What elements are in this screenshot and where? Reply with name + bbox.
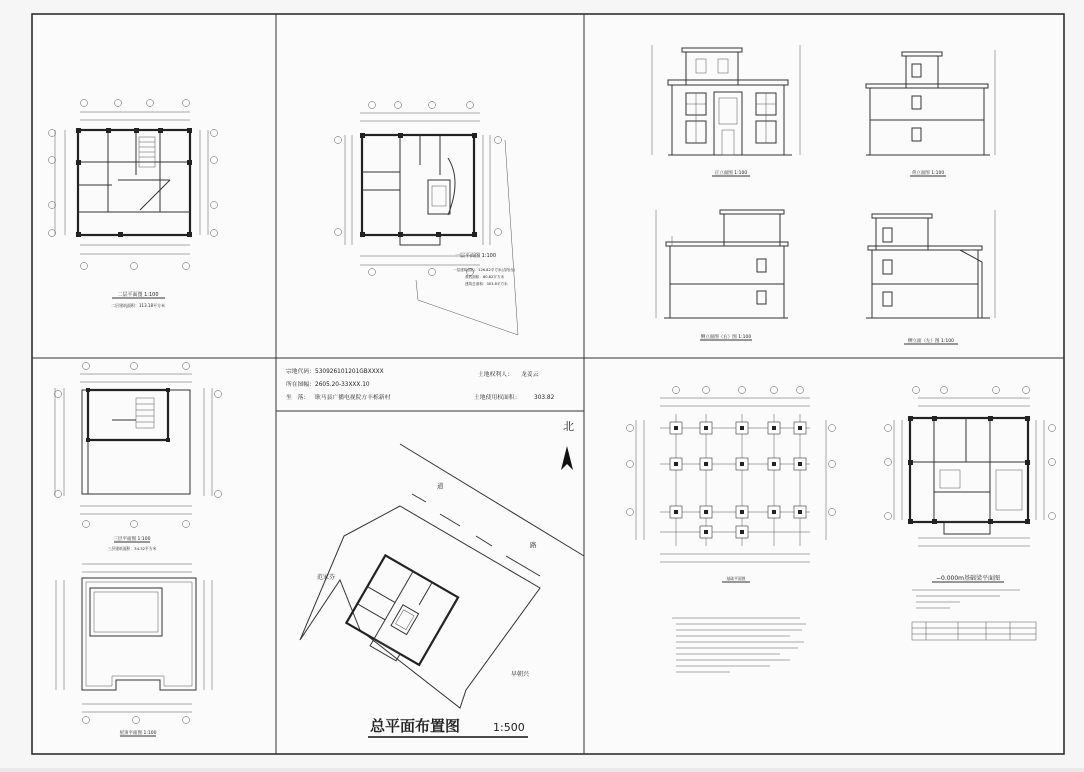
- floor1-title: 一层平面图 1:100: [455, 253, 496, 259]
- owner-label: 土地权利人：: [478, 372, 513, 378]
- map-sheet-value: 2605.20-33XXX.10: [315, 382, 370, 388]
- floor1-note2: 基底面积：80.82平方米: [465, 275, 505, 279]
- floor1-note3: 建筑总面积：303.8平方米: [465, 282, 508, 286]
- elev-front-title: 正立面图 1:100: [714, 171, 748, 176]
- floor3-area: 三层建筑面积：34.32平方米: [107, 546, 157, 551]
- road-label-2: 路: [530, 541, 537, 549]
- site-plan-title: 总平面布置图: [370, 717, 461, 735]
- elev-right-title: 侧立面图（右）图 1:100: [700, 335, 752, 340]
- map-sheet-label: 所在图幅：: [286, 382, 315, 388]
- neighbor-left: 范家芬: [317, 574, 336, 581]
- parcel-code-value: 530926101201GBXXXX: [315, 369, 384, 375]
- parcel-code-label: 宗地代码：: [286, 369, 315, 375]
- floor2-title: 二层平面图 1:100: [117, 292, 159, 298]
- ground-beam-title: −0.000m基础梁平面图: [935, 575, 1001, 582]
- road-label-1: 道: [437, 482, 444, 490]
- elev-left-title: 侧立面（左）图 1:100: [908, 339, 954, 344]
- neighbor-bottom: 早朝兴: [511, 671, 530, 678]
- north-label: 北: [563, 420, 574, 433]
- elev-back-title: 背立面图 1:100: [911, 171, 945, 176]
- owner-value: 龙姜云: [521, 372, 539, 378]
- location-value: 耿马县广播电视院方丰栎新村: [315, 395, 391, 401]
- floor2-area: 二层建筑面积：113.18平方米: [111, 303, 165, 308]
- site-plan-scale: 1:500: [493, 721, 525, 734]
- roof-title: 屋顶平面图 1:100: [119, 731, 157, 736]
- land-area-label: 土地使用权面积：: [474, 395, 521, 401]
- foundation-title: 基础平面图: [726, 576, 746, 581]
- floor1-note1: 一层建筑面积：126.82平方米(含阳台): [453, 268, 516, 272]
- location-label: 坐 落：: [286, 395, 310, 401]
- land-area-value: 303.82: [534, 395, 555, 401]
- floor3-title: 三层平面图 1:100: [113, 537, 151, 542]
